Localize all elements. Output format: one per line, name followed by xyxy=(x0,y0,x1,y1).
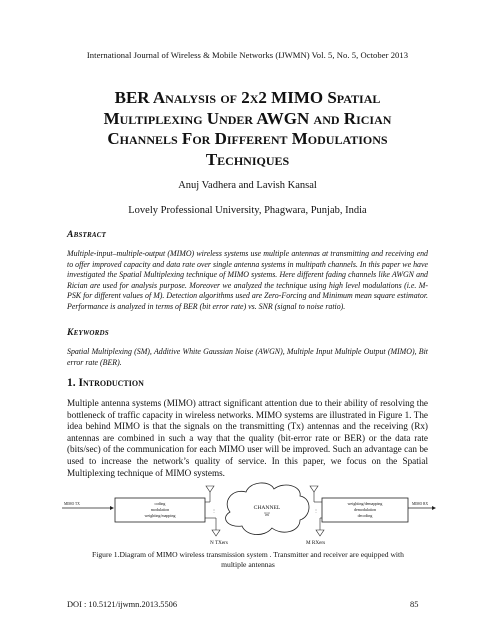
channel-h-label: 'H' xyxy=(264,512,270,518)
tx-antenna-icon xyxy=(212,530,220,536)
rx-antenna-icon xyxy=(316,530,324,536)
abstract-heading: Abstract xyxy=(67,229,107,240)
channel-label: CHANNEL xyxy=(253,505,281,511)
title-line-3: Channels For Different Modulations xyxy=(107,129,388,148)
introduction-text: Multiple antenna systems (MIMO) attract significant attention due to their ability of resolving the bottleneck of traffic capacity in wireless networks. MIMO systems are illustrated in Figure 1. The idea behind MIMO is that the signals on the transmitting (Tx) antennas and the receiving (Rx) antennas are combined in such a way that the quality (bit-error rate or BER) or the data rate (bits/sec) of the communication for each MIMO user will be improved. Such an advantage can be used to increase the network’s quality of service. In this paper, we focus on the Spatial Multiplexing technique of MIMO systems. xyxy=(67,398,428,478)
journal-header: International Journal of Wireless & Mobile Networks (IJWMN) Vol. 5, No. 5, October 2013 xyxy=(86,50,409,60)
page-number: 85 xyxy=(410,600,419,609)
rx-demapping-label: weighting/demapping xyxy=(347,501,383,506)
tx-modulation-label: modulation xyxy=(150,507,170,512)
output-arrowhead xyxy=(432,506,436,510)
tx-antenna-icon xyxy=(206,486,214,492)
output-label: MIMO RX xyxy=(412,502,429,506)
input-arrowhead xyxy=(110,506,114,510)
mimo-system-diagram xyxy=(60,478,440,546)
introduction-heading: 1. Introduction xyxy=(67,377,144,389)
doi-footer: DOI : 10.5121/ijwmn.2013.5506 xyxy=(67,600,178,609)
rx-antenna-icon xyxy=(310,486,318,492)
keywords-heading: Keywords xyxy=(67,327,109,338)
rx-demodulation-label: demodulation xyxy=(354,507,376,512)
rx-decoding-label: decoding xyxy=(357,513,373,518)
rx-count-label: M RXers xyxy=(306,540,326,546)
author-names: Anuj Vadhera and Lavish Kansal xyxy=(178,180,317,191)
title-line-1: BER Analysis of 2x2 MIMO Spatial xyxy=(114,88,381,107)
figure-caption: Figure 1.Diagram of MIMO wireless transmission system . Transmitter and receiver are equipped with multiple antennas xyxy=(92,550,404,569)
title-line-2: Multiplexing Under AWGN and Rician xyxy=(103,108,392,128)
tx-count-label: N TXers xyxy=(210,540,228,546)
abstract-text: Multiple-input–multiple-output (MIMO) wireless systems use multiple antennas at transmitting and receiving end to offer improved capacity and data rate over single antenna systems in multipath channels. In this paper we have investigated the Spatial Multiplexing technique of MIMO systems. Here different fading channels like AWGN and Rician are used for analysis purpose. Moreover we analyzed the technique using high level modulations (i.e. M-PSK for different values of M). Detection algorithms used are Zero-Forcing and Minimum mean square estimator. Performance is analyzed in terms of BER (bit error rate) vs. SNR (signal to noise ratio). xyxy=(67,249,428,311)
author-affiliation: Lovely Professional University, Phagwara, Punjab, India xyxy=(128,205,367,216)
rx-dots: ⋮ xyxy=(314,508,318,513)
tx-dots: ⋮ xyxy=(212,508,216,513)
tx-coding-label: coding xyxy=(154,501,166,506)
keywords-text: Spatial Multiplexing (SM), Additive White Gaussian Noise (AWGN), Multiple Input Multiple Output (MIMO), Bit error rate (BER). xyxy=(67,347,428,367)
tx-mapping-label: weighting/mapping xyxy=(144,513,176,518)
input-label: MIMO TX xyxy=(64,502,80,506)
paper-title xyxy=(40,88,455,170)
title-line-4: Techniques xyxy=(205,149,290,169)
